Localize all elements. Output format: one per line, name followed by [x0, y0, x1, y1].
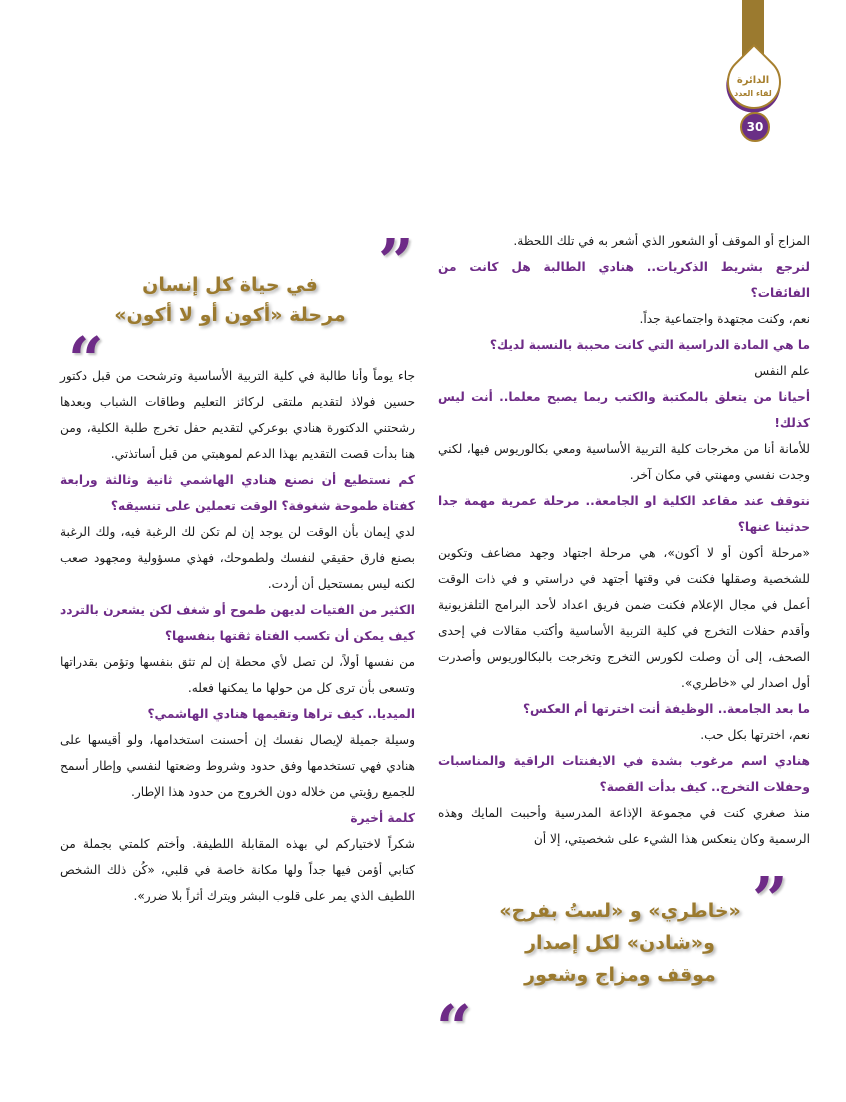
paragraph: شكراً لاختياركم لي بهذه المقابلة اللطيفة. وأختم كلمتي بجملة من كتابي أؤمن فيها جداً ولها مكانة خاصة في قلبي، «كُن ذلك الشخص اللطيف الذي يمر على قلوب البشر ويترك أثراً بلا ضرر». — [60, 837, 415, 903]
paragraph: للأمانة أنا من مخرجات كلية التربية الأساسية ومعي بكالوريوس فيها، لكني وجدت نفسي ومهنتي في مكان آخر. — [438, 442, 810, 482]
section-label: لقاء العدد — [734, 89, 772, 98]
page-number: 30 — [740, 112, 770, 142]
closing-quote-icon: ” — [378, 225, 414, 298]
opening-quote-icon: “ — [68, 323, 104, 396]
paragraph: المزاج أو الموقف أو الشعور الذي أشعر به في تلك اللحظة. — [513, 234, 810, 248]
section-heading: كلمة أخيرة — [350, 811, 415, 825]
article-column-right — [438, 228, 810, 852]
question: ما هي المادة الدراسية التي كانت محببة بالنسبة لديك؟ — [489, 338, 810, 352]
pull-quote-line: و«شادن» لكل إصدار — [525, 932, 715, 954]
closing-quote-icon: ” — [752, 863, 788, 936]
paragraph: «مرحلة أكون أو لا أكون»، هي مرحلة اجتهاد وجهد مضاعف وتكوين للشخصية وصقلها فكنت في وقتها أجتهد في دراستي و في ذات الوقت أعمل في مجال الإعلام فكنت ضمن فريق اعداد لأحد البرامج التلفزيونية وأقدم حفلات التخرج في كلية التربية الأساسية وأكتب مقالات في إحدى الصحف، إلى أن وصلت لكورس التخرج وتخرجت بالبكالوريوس وأصدرت أول اصدار لي «خاطري». — [438, 546, 810, 690]
paragraph: جاء يوماً وأنا طالبة في كلية التربية الأساسية وترشحت من قبل دكتور حسين فولاذ لتقديم ملتقى لركائز التعليم وطاقات الشباب وبعدها رشحتني الدكتورة هنادي بوعركي لتقديم حفل تخرج طلبة الكلية، ومن هنا بدأت قصت التقديم بهذا الدعم لموهبتي من قبل أساتذتي. — [60, 369, 415, 461]
question: أحيانا من يتعلق بالمكتبة والكتب ربما يصبح معلما.. أنت ليس كذلك! — [438, 390, 810, 430]
paragraph: من نفسها أولاً، لن تصل لأي محطة إن لم تثق بنفسها وتؤمن بقدراتها وتسعى بأن ترى كل من حولها ما يمكنها فعله. — [60, 655, 415, 695]
question: هنادي اسم مرغوب بشدة في الايفنتات الراقية والمناسبات وحفلات التخرج.. كيف بدأت القصة؟ — [438, 754, 810, 794]
question: كم نستطيع أن نصنع هنادي الهاشمي ثانية وثالثة ورابعة كفتاة طموحة شغوفة؟ الوقت تعملين على تنسيقه؟ — [60, 473, 415, 513]
paragraph: منذ صغري كنت في مجموعة الإذاعة المدرسية وأحببت المايك وهذه الرسمية وكان ينعكس هذا الشيء على شخصيتي، إلا أن — [438, 806, 810, 846]
paragraph: نعم، وكنت مجتهدة واجتماعية جداً. — [639, 312, 810, 326]
pull-quote-line: مرحلة «أكون أو لا أكون» — [114, 304, 346, 326]
paragraph: نعم، اخترتها بكل حب. — [700, 728, 810, 742]
question: نتوقف عند مقاعد الكلية او الجامعة.. مرحلة عمرية مهمة جدا حدثينا عنها؟ — [438, 494, 810, 534]
pull-quote-right — [460, 895, 780, 991]
article-column-left — [60, 363, 415, 909]
question: ما بعد الجامعة.. الوظيفة أنت اخترتها أم العكس؟ — [522, 702, 810, 716]
opening-quote-icon: “ — [436, 991, 472, 1064]
paragraph: لدي إيمان بأن الوقت لن يوجد إن لم تكن لك الرغبة فيه، ولك الرغبة بصنع فارق حقيقي لنفسك ولطموحك، فهذي مسؤولية ومجهود صعب لكنه ليس بمستحيل أن أردت. — [60, 525, 415, 591]
page-badge — [727, 55, 779, 134]
question: لنرجع بشريط الذكريات.. هنادي الطالبة هل كانت من الفائقات؟ — [438, 260, 810, 300]
pull-quote-line: في حياة كل إنسان — [142, 274, 318, 296]
question: الميديا.. كيف تراها وتقيمها هنادي الهاشمي؟ — [147, 707, 415, 721]
question: الكثير من الفتيات لديهن طموح أو شغف لكن يشعرن بالتردد كيف يمكن أن تكسب الفتاة ثقتها بنفسها؟ — [60, 603, 415, 643]
paragraph: وسيلة جميلة لإيصال نفسك إن أحسنت استخدامها، ولو أقيسها على هنادي فهي تستخدمها وفق حدود وشروط وضعتها لنفسي وإطار أسمح للجميع رؤيتي من خلاله دون الخروج من حدود هذا الإطار. — [60, 733, 415, 799]
magazine-logo: الدائرة — [736, 75, 770, 86]
paragraph: علم النفس — [754, 364, 810, 378]
pull-quote-line: «خاطري» و «لستُ بفرح» — [499, 900, 741, 922]
pull-quote-left — [80, 270, 380, 330]
pull-quote-line: موقف ومزاج وشعور — [524, 964, 716, 986]
